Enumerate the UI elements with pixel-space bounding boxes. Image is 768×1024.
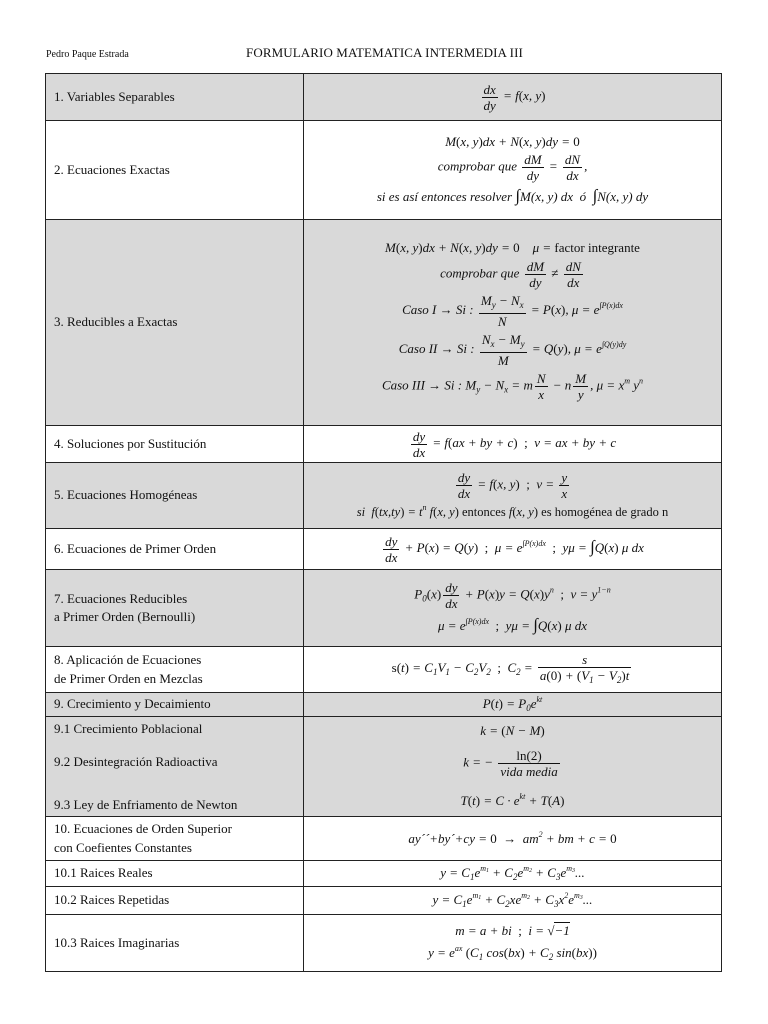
formula: Caso I → Si : $\frac{M_y - N_x}{N}$ = P(x), $\mu = e^{\int P(x)dx}$ [402, 293, 623, 330]
table-row [46, 915, 722, 972]
formula: $s(t) = C_1V_1 - C_2V_2$ ; $C_2$ = $\frac{s}{a(0) + (V_1 - V_2)t}$ [391, 651, 630, 685]
row-label: 10.1 Raices Reales [46, 861, 304, 887]
row-label: 3. Reducibles a Exactas [46, 220, 304, 426]
row-label: 10.2 Raices Repetidas [46, 887, 304, 915]
formula: $\frac{dy}{dx}$ + P(x) = Q(y) ; $\mu = e^{\int P(x)dx}$ ; yμ = ∫Q(x) μ dx [385, 533, 644, 565]
author-name: Pedro Paque Estrada [46, 49, 129, 60]
formula-cell [304, 529, 722, 570]
table-row [46, 887, 722, 915]
table-row [46, 693, 722, 717]
formula-cell [304, 570, 722, 647]
formula: k = − $\frac{\ln(2)}{\text{vida media}}$ [463, 748, 558, 780]
formula: $P_0(x)$ $\frac{dy}{dx}$ + $P(x)y = Q(x)y^n$ ; $v = y^{1-n}$ [414, 580, 611, 612]
row-label: 9. Crecimiento y Decaimiento [46, 693, 304, 717]
document-title: FORMULARIO MATEMATICA INTERMEDIA III [246, 45, 523, 60]
formula: $T(t) = C \cdot e^{kt} + T(A)$ [460, 792, 565, 809]
row-label: 4. Soluciones por Sustitución [46, 426, 304, 463]
formula: $y = C_1e^{m1} + C_2xe^{m2} + C_3x^2e^{m3}$... [432, 890, 593, 909]
formula: ay´´+by´+cy = $0 \to am^2$ + bm + c = 0 [408, 829, 617, 846]
formula-cell [304, 915, 722, 972]
formula: k = (N − M) [480, 723, 545, 739]
table-row [46, 570, 722, 647]
formula-cell [304, 121, 722, 220]
row-label: 5. Ecuaciones Homogéneas [46, 463, 304, 529]
text-entonces: entonces [461, 505, 506, 520]
table-row [46, 74, 722, 121]
formula-cell [304, 74, 722, 121]
formula-cell [304, 817, 722, 861]
text-si: Si [456, 341, 467, 357]
formula: m = a + bi ; i = √−1 [455, 923, 570, 939]
row-label: 8. Aplicación de Ecuaciones de Primer Orden en Mezclas [46, 647, 304, 693]
formula: M(x, y)dx + N(x, y)dy = 0 [445, 133, 580, 149]
table-row [46, 529, 722, 570]
formula: si $f(tx,ty) = t^n$ f(x, y) entonces f(x, y) es homogénea de grado n [356, 503, 669, 520]
formula: Caso II → Si : $\frac{N_x - M_y}{M}$ = Q(y), $\mu = e^{\int Q(y)dy}$ [398, 332, 627, 369]
text-o: ó [579, 189, 587, 204]
table-row [46, 121, 722, 220]
formula: $P(t) = P_0e^{kt}$ [482, 694, 543, 713]
text-si: Si [444, 377, 455, 393]
document-header [46, 45, 722, 65]
formula-cell [304, 861, 722, 887]
text-caso1: Caso I [402, 302, 437, 318]
row-label: 7. Ecuaciones Reducibles a Primer Orden (Bernoulli) [46, 570, 304, 647]
text-si-es-asi: si es así entonces resolver [376, 189, 513, 204]
row-label: 9.1 Crecimiento Poblacional 9.2 Desintegración Radioactiva 9.3 Ley de Enfriamento de Newton [46, 717, 304, 817]
formula: $y = C_1e^{m1} + C_2e^{m2} + C_3e^{m3}$... [440, 863, 585, 882]
row-label: 1. Variables Separables [46, 74, 304, 121]
table-row [46, 717, 722, 817]
table-row [46, 817, 722, 861]
text-si: Si [455, 302, 466, 318]
formula: $\frac{dy}{dx}$ = f(x, y) ; v = $\frac{y}{x}$ [457, 470, 568, 502]
formula: $\mu = e^{\int P(x)dx}$ ; yμ = ∫Q(x) μ dx [437, 615, 588, 635]
table-row [46, 463, 722, 529]
formula-cell [304, 887, 722, 915]
row-label: 6. Ecuaciones de Primer Orden [46, 529, 304, 570]
table-row [46, 861, 722, 887]
formula: $\frac{dy}{dx}$ = f(ax + by + c) ; v = ax + by + c [412, 428, 617, 460]
row-label: 2. Ecuaciones Exactas [46, 121, 304, 220]
table-row [46, 647, 722, 693]
formula-cell [304, 463, 722, 529]
text-caso3: Caso III [381, 377, 425, 393]
formula: Caso III → Si : $M_y - N_x = m$ $\frac{N}{x}$ − n $\frac{M}{y}$ , $\mu = x^m$ $y^n$ [381, 371, 644, 403]
text-comprobar: comprobar que [440, 265, 520, 281]
text-es-homogenea: es homogénea de grado n [541, 505, 669, 520]
formula-cell [304, 647, 722, 693]
text-comprobar: comprobar que [437, 158, 518, 174]
formula-cell [304, 693, 722, 717]
formula: $y = e^{ax}$ ($C_1$ $\cos(bx) + C_2$ sin(bx)) [428, 943, 597, 962]
table-row [46, 426, 722, 463]
text-factor: factor integrante [554, 239, 640, 255]
formula: comprobar que $\frac{dM}{dy}$ = $\frac{dN}{dx}$ , [437, 152, 588, 183]
formula: $\frac{dx}{dy}$ = f(x, y) [483, 81, 546, 113]
formula-cell [304, 717, 722, 817]
formula: si es así entonces resolver ∫M(x, y) dx ó ∫N(x, y) dy [376, 186, 649, 205]
row-label: 10. Ecuaciones de Orden Superior con Coefientes Constantes [46, 817, 304, 861]
text-caso2: Caso II [398, 341, 438, 357]
table-row [46, 220, 722, 426]
formula-cell [304, 426, 722, 463]
formula-cell [304, 220, 722, 426]
formula-table [45, 73, 722, 972]
formula: M(x, y)dx + N(x, y)dy = 0 μ = factor integrante [385, 239, 640, 255]
formula: comprobar que $\frac{dM}{dy}$ ≠ $\frac{dN}{dx}$ [440, 259, 581, 291]
row-label: 10.3 Raices Imaginarias [46, 915, 304, 972]
